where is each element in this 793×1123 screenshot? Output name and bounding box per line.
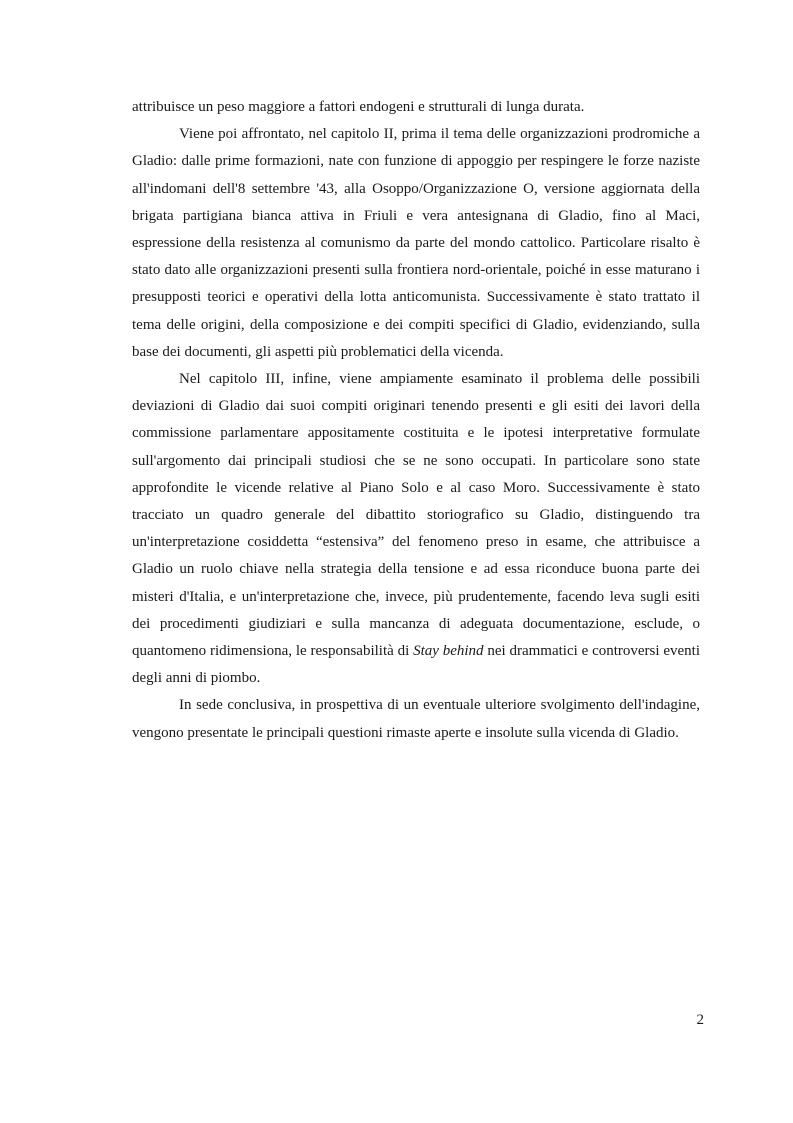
paragraph-3 [132,366,700,692]
paragraph-1: attribuisce un peso maggiore a fattori endogeni e strutturali di lunga durata. [132,99,585,115]
paragraph-3-italic-term: Stay behind [413,643,484,660]
paragraph-4: In sede conclusiva, in prospettiva di un eventuale ulteriore svolgimento dell'indagine, vengono presentate le principali questioni rimaste aperte e insolute sulla vicenda di Gladio. [132,697,700,741]
paragraph-3-text-after: nei drammatici e controversi eventi degli anni di piombo. [132,643,701,687]
page-number: 2 [696,1012,704,1028]
paragraph-3-text-before: Nel capitolo III, infine, viene ampiamente esaminato il problema delle possibili deviazioni di Gladio dai suoi compiti originari tenendo presenti e gli esiti dei lavori della commissione parlamentare appositamente costituita e le ipotesi interpretative formulate sull'argomento dai principali studiosi che se ne sono occupati. In particolare sono state approfondite le vicende relative al Piano Solo e al caso Moro. Successivamente è stato tracciato un quadro generale del dibattito storiografico su Gladio, distinguendo tra un'interpretazione cosiddetta “estensiva” del fenomeno preso in esame, che attribuisce a Gladio un ruolo chiave nella strategia della tensione e ad essa riconduce buona parte dei misteri d'Italia, e un'interpretazione che, invece, più prudentemente, facendo leva sugli esiti dei procedimenti giudiziari e sulla mancanza di adeguata documentazione, esclude, o quantomeno ridimensiona, le responsabilità di [132,371,700,660]
body-text [132,94,700,747]
paragraph-2: Viene poi affrontato, nel capitolo II, prima il tema delle organizzazioni prodromiche a Gladio: dalle prime formazioni, nate con funzione di appoggio per respingere le forze naziste all'indomani dell'8 settembre '43, alla Osoppo/Organizzazione O, versione aggiornata della brigata partigiana bianca attiva in Friuli e vera antesignana di Gladio, fino al Maci, espressione della resistenza al comunismo da parte del mondo cattolico. Particolare risalto è stato dato alle organizzazioni presenti sulla frontiera nord-orientale, poiché in esse maturano i presupposti teorici e operativi della lotta anticomunista. Successivamente è stato trattato il tema delle origini, della composizione e dei compiti specifici di Gladio, evidenziando, sulla base dei documenti, gli aspetti più problematici della vicenda. [132,126,700,360]
